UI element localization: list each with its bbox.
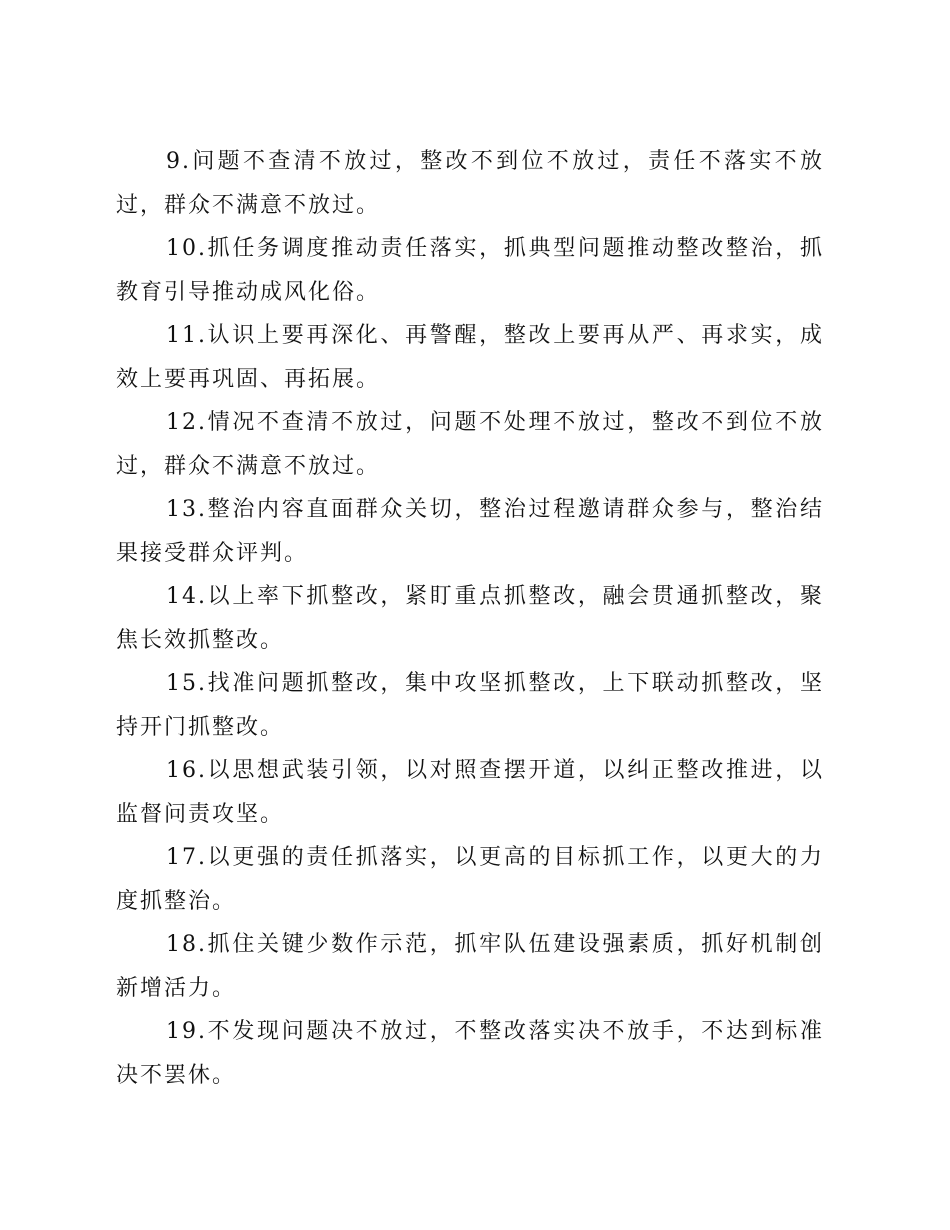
item-text: 以思想武装引领，以对照查摆开道，以纠正整改推进，以监督问责攻坚。 bbox=[116, 758, 824, 827]
list-item bbox=[116, 662, 824, 749]
list-item bbox=[116, 1010, 824, 1097]
item-number: 11. bbox=[166, 323, 207, 348]
item-text: 以上率下抓整改，紧盯重点抓整改，融会贯通抓整改，聚焦长效抓整改。 bbox=[116, 584, 824, 653]
item-text: 情况不查清不放过，问题不处理不放过，整改不到位不放过，群众不满意不放过。 bbox=[116, 410, 824, 479]
item-number: 15. bbox=[166, 671, 207, 696]
item-number: 9. bbox=[166, 149, 191, 174]
item-number: 16. bbox=[166, 758, 207, 783]
item-number: 14. bbox=[166, 584, 207, 609]
list-item bbox=[116, 401, 824, 488]
item-text: 认识上要再深化、再警醒，整改上要再从严、再求实，成效上要再巩固、再拓展。 bbox=[116, 323, 824, 392]
list-item bbox=[116, 488, 824, 575]
item-text: 不发现问题决不放过，不整改落实决不放手，不达到标准决不罢休。 bbox=[116, 1019, 824, 1088]
list-item bbox=[116, 749, 824, 836]
item-number: 10. bbox=[166, 236, 207, 261]
list-item bbox=[116, 575, 824, 662]
list-item bbox=[116, 923, 824, 1010]
item-text: 找准问题抓整改，集中攻坚抓整改，上下联动抓整改，坚持开门抓整改。 bbox=[116, 671, 824, 740]
item-text: 抓住关键少数作示范，抓牢队伍建设强素质，抓好机制创新增活力。 bbox=[116, 932, 824, 1001]
item-number: 19. bbox=[166, 1019, 207, 1044]
item-number: 18. bbox=[166, 932, 207, 957]
item-number: 17. bbox=[166, 845, 207, 870]
item-text: 整治内容直面群众关切，整治过程邀请群众参与，整治结果接受群众评判。 bbox=[116, 497, 824, 566]
list-item bbox=[116, 314, 824, 401]
item-text: 以更强的责任抓落实，以更高的目标抓工作，以更大的力度抓整治。 bbox=[116, 845, 824, 914]
item-text: 问题不查清不放过，整改不到位不放过，责任不落实不放过，群众不满意不放过。 bbox=[116, 149, 824, 218]
item-number: 12. bbox=[166, 410, 207, 435]
list-item bbox=[116, 836, 824, 923]
list-item bbox=[116, 140, 824, 227]
document-body bbox=[116, 140, 824, 1097]
item-text: 抓任务调度推动责任落实，抓典型问题推动整改整治，抓教育引导推动成风化俗。 bbox=[116, 236, 824, 305]
list-item bbox=[116, 227, 824, 314]
item-number: 13. bbox=[166, 497, 207, 522]
